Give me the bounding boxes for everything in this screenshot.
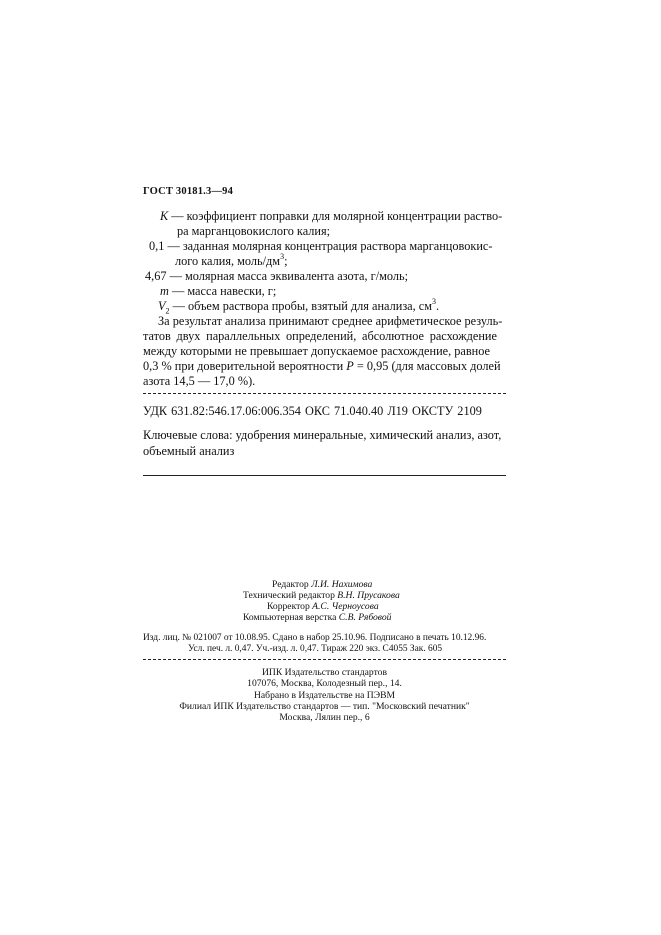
print-info-divider [143, 659, 506, 660]
definition-symbol: V [158, 299, 166, 313]
definition-molar-mass [145, 269, 408, 284]
definition-superscript: 3 [280, 251, 285, 261]
definition-superscript: 3 [432, 296, 437, 306]
definition-text: заданная молярная концентрация раствора марганцовокис- [182, 239, 493, 253]
keywords-line-1: Ключевые слова: удобрения минеральные, химический анализ, азот, [143, 428, 502, 442]
definition-text: лого калия, моль/дм [175, 254, 281, 268]
publisher-line-2: 107076, Москва, Колодезный пер., 14. [247, 678, 402, 690]
definition-v2 [158, 296, 440, 316]
definition-dash: — [169, 269, 182, 283]
definition-symbol: 4,67 [145, 269, 167, 283]
credit-layout [243, 612, 391, 623]
credit-role: Редактор [272, 579, 309, 590]
result-text-after: = 0,95 (для массовых долей [353, 359, 501, 373]
publisher-line-1: ИПК Издательство стандартов [262, 667, 387, 678]
definition-text: объем раствора пробы, взятый для анализа, см [187, 299, 433, 313]
definition-suffix: ; [284, 254, 288, 268]
credit-role: Корректор [267, 601, 310, 612]
print-info-line-2: Усл. печ. л. 0,47. Уч.-изд. л. 0,47. Тираж 220 экз. С4055 Зак. 605 [188, 644, 443, 654]
definition-text: масса навески, г; [187, 284, 277, 298]
definition-m [160, 284, 276, 299]
publisher-line-5: Москва, Лялин пер., 6 [279, 712, 370, 724]
credit-name: Л.И. Нахимова [311, 579, 373, 590]
publisher-line-4: Филиал ИПК Издательство стандартов — тип. "Московский печатник" [179, 700, 470, 712]
credit-name: А.С. Черноусова [312, 601, 379, 612]
definition-concentration-continued [175, 251, 288, 269]
keywords-divider [143, 475, 506, 476]
credit-role: Компьютерная верстка [243, 612, 337, 623]
result-text-before: 0,3 % при доверительной вероятности [143, 359, 347, 373]
credit-tech-editor [243, 590, 400, 601]
definition-k-continued: ра марганцовокислого калия; [177, 224, 331, 238]
credit-role: Технический редактор [243, 590, 335, 601]
keywords [143, 427, 501, 459]
result-line-3: между которыми не превышает допускаемое расхождение, равное [143, 344, 491, 358]
credit-name: С.В. Рябовой [338, 612, 392, 623]
classification-codes: УДК 631.82:546.17.06:006.354 ОКС 71.040.40 Л19 ОКСТУ 2109 [143, 404, 482, 418]
result-line-4 [143, 359, 501, 374]
document-header: ГОСТ 30181.3—94 [143, 186, 234, 197]
definition-dash: — [171, 284, 185, 298]
definition-k [160, 209, 502, 224]
definition-symbol: K [160, 209, 169, 223]
definition-dash: — [171, 209, 184, 223]
credit-proofreader [267, 601, 379, 612]
result-symbol: P [346, 359, 354, 373]
definition-text: коэффициент поправки для молярной концентрации раство- [186, 209, 503, 223]
definition-dash: — [172, 299, 185, 313]
definition-concentration [149, 239, 493, 254]
classification-divider [143, 393, 506, 394]
result-line-2: татов двух параллельных определений, абсолютное расхождение [143, 329, 497, 343]
result-line-5: азота 14,5 — 17,0 %). [143, 374, 256, 388]
definition-text: молярная масса эквивалента азота, г/моль; [184, 269, 409, 283]
publisher-block [143, 667, 506, 723]
publisher-line-3: Набрано в Издательстве на ПЭВМ [254, 689, 395, 701]
definition-dash: — [167, 239, 180, 253]
definition-subscript: 2 [165, 306, 170, 316]
credit-editor [272, 579, 372, 590]
print-info-line-1: Изд. лиц. № 021007 от 10.08.95. Сдано в набор 25.10.96. Подписано в печать 10.12.96. [143, 633, 487, 643]
definition-suffix: . [436, 299, 440, 313]
definition-symbol: 0,1 [149, 239, 165, 253]
credit-name: В.Н. Прусакова [337, 590, 400, 601]
definition-symbol: m [160, 284, 169, 298]
result-line-1: За результат анализа принимают среднее арифметическое резуль- [158, 314, 503, 328]
keywords-line-2: объемный анализ [143, 444, 235, 458]
